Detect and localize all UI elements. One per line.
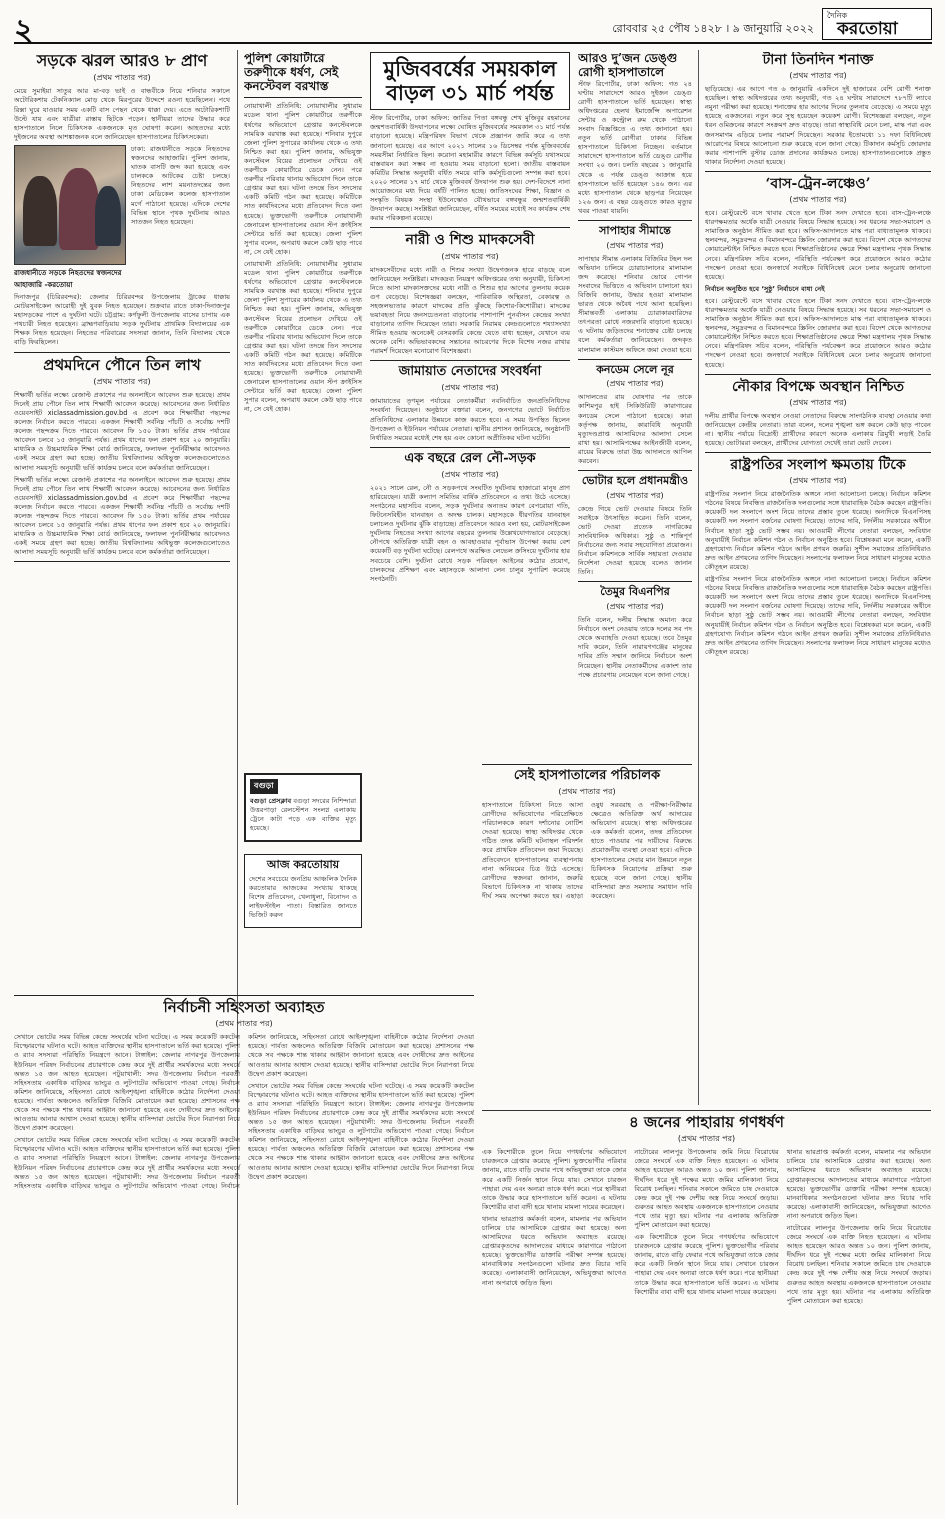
article-headline: ৪ জনের পাহারায় গণধর্ষণ <box>629 1114 784 1131</box>
hospital-director-block <box>482 760 692 990</box>
highlight-text: নির্বাচন অনুষ্ঠিত হবে ‘সুষ্ঠু’ নির্বাচনে বাধা নেই <box>705 284 825 293</box>
article-body: সাপাহার সীমান্ত এলাকায় বিজিবির টহল দল অভিযান চালিয়ে চোরাচালানের মালামাল জব্দ করেছে। শনিবার ভোরে গোপন সংবাদের ভিত্তিতে এ অভিযান চালানো হয়। বিজিবি জানায়, উদ্ধার হওয়া মালামাল ভারত থেকে অবৈধ পথে আনা হয়েছিল। সীমান্তবর্তী এলাকায় চোরাকারবারিদের তৎপরতা রোধে নজরদারি বাড়ানো হয়েছে। এ ঘটনায় জড়িতদের শনাক্তের চেষ্টা চলছে বলে কর্মকর্তারা জানিয়েছেন। জব্দকৃত মালামাল কাস্টমস অফিসে জমা দেওয়া হবে। <box>578 254 692 354</box>
article-body: মেয়ে সুমাইয়া সাতুর আর মা-বড় ভাই ও বান্ধবীকে নিয়ে শনিবার সকালে অটোরিকশায় টেকনিক্যাল মোড় থেকে মিরপুরের উদ্দেশে রওনা হয়েছিলেন। পথে রিক্সা ঘুরে যাওয়ার সময় একটি বাস পেছন থেকে ধাক্কা দেয়। এতে অটোরিকশাটি উল্টে যায় এবং যাত্রীরা রাস্তায় ছিটকে পড়েন। স্থানীয়রা তাদের উদ্ধার করে হাসপাতালে নিলে চিকিৎসক একজনকে মৃত ঘোষণা করেন। আহতদের মধ্যে দুইজনের অবস্থা আশঙ্কাজনক বলে জানিয়েছেন হাসপাতালের চিকিৎসকেরা। <box>14 87 230 141</box>
article-headline: এক বছরে রেল নৌ-সড়ক <box>404 450 536 466</box>
article-headline: ভোটার হলে প্রধানমন্ত্রীও <box>581 474 689 488</box>
continuation-note: (প্রথম পাতার পর) <box>789 71 847 81</box>
article-body: রাষ্ট্রপতির সংলাপ নিয়ে রাজনৈতিক অঙ্গনে নানা আলোচনা চলছে। নির্বাচন কমিশন গঠনের বিষয়ে নিবন্ধিত রাজনৈতিক দলগুলোর সঙ্গে ধারাবাহিক বৈঠক করছেন রাষ্ট্রপতি। কয়েকটি দল সংলাপে অংশ নিয়ে তাদের প্রস্তাব তুলে ধরেছে। অন্যদিকে বিএনপিসহ কয়েকটি দল সংলাপ বর্জনের ঘোষণা দিয়েছে। তাদের দাবি, নির্দলীয় সরকারের অধীনে নির্বাচন ছাড়া সুষ্ঠু ভোট সম্ভব নয়। আওয়ামী লীগের নেতারা বলছেন, সংবিধান অনুযায়ীই নির্বাচন কমিশন গঠন ও নির্বাচন অনুষ্ঠিত হবে। বিশ্লেষকরা মনে করেন, একটি গ্রহণযোগ্য নির্বাচন কমিশন গঠনে আইন প্রণয়ন জরুরি। সুশীল সমাজের প্রতিনিধিরাও দ্রুত আইন প্রণয়নের তাগিদ দিয়েছেন। সংলাপের ফলাফল নিয়ে সাধারণ মানুষের মধ্যেও কৌতূহল রয়েছে। <box>705 490 931 571</box>
article-headline: নির্বাচনী সহিংসতা অব্যাহত <box>163 998 325 1016</box>
photo-caption: রাজধানীতে সড়কে নিহতদের স্বজনদের আহাজারি -করতোয়া <box>14 268 122 289</box>
continuation-note: (প্রথম পাতার পর) <box>441 469 499 479</box>
logo-small-text: দৈনিক <box>827 11 848 20</box>
article-body: দিনাজপুর (চিরিরবন্দর): জেলার চিরিরবন্দর উপজেলায় ট্রাকের ধাক্কায় মোটরসাইকেল আরোহী দুই যুবক নিহত হয়েছেন। শুক্রবার রাতে ঢাকা-দিনাজপুর মহাসড়কের পাশে এ দুর্ঘটনা ঘটে। চট্টগ্রাম: কর্ণফুলী উপজেলায় বাসের চাপায় এক পথচারী নিহত হয়েছেন। ব্রাহ্মণবাড়িয়ায় সড়ক দুর্ঘটনায় প্রাথমিক বিদ্যালয়ের এক শিক্ষক নিহত হয়েছেন। নিহতের পরিবারের সদস্যরা জানান, তিনি বিদ্যালয় থেকে বাড়ি ফিরছিলেন। <box>14 292 230 347</box>
article-body: স্টাফ রিপোর্টার, ঢাকা অফিস: গত ২৪ ঘণ্টায় সারাদেশে আরও দুইজন ডেঙ্গু রোগী হাসপাতালে ভর্তি হয়েছেন। স্বাস্থ্য অধিদপ্তরের হেলথ ইমার্জেন্সি অপারেশন সেন্টার ও কন্ট্রোল রুম থেকে পাঠানো সংবাদ বিজ্ঞপ্তিতে এ তথ্য জানানো হয়। নতুন ভর্তি রোগীরা ঢাকার বিভিন্ন হাসপাতালে চিকিৎসা নিচ্ছেন। বর্তমানে সারাদেশে হাসপাতালে ভর্তি ডেঙ্গু রোগীর সংখ্যা ২০ জন। চলতি বছরের ১ জানুয়ারি থেকে এ পর্যন্ত ডেঙ্গু আক্রান্ত হয়ে হাসপাতালে ভর্তি হয়েছেন ১৪৬ জন। এর মধ্যে হাসপাতাল থেকে ছাড়পত্র নিয়েছেন ১২৬ জন। এ বছর ডেঙ্গুতে কারও মৃত্যুর খবর পাওয়া যায়নি। <box>578 79 692 215</box>
section-divider <box>482 1110 931 1111</box>
continuation-note: (প্রথম পাতার পর) <box>441 251 499 261</box>
continuation-note: (প্রথম পাতার পর) <box>215 1019 273 1029</box>
continuation-note: (প্রথম পাতার পর) <box>441 383 499 393</box>
article-body: শিক্ষার্থী ভর্তির লক্ষ্যে রেজাল্ট প্রকাশের পর অনলাইনে আবেদন শুরু হয়েছে। প্রথম দিনেই প্রায় পৌনে তিন লাখ শিক্ষার্থী আবেদন করেছে। আবেদনের জন্য নির্ধারিত ওয়েবসাইট xiclassadmission.gov.bd এ প্রবেশ করে শিক্ষার্থীরা পছন্দের কলেজ নির্বাচন করতে পারবে। একজন শিক্ষার্থী সর্বনিম্ন পাঁচটি ও সর্বোচ্চ দশটি কলেজ পছন্দক্রম দিতে পারবে। আবেদন ফি ১৫০ টাকা। ভর্তির প্রথম পর্যায়ের আবেদন চলবে ১৫ জানুয়ারি পর্যন্ত। প্রথম ধাপের ফল প্রকাশ হবে ২০ জানুয়ারি। মাধ্যমিক ও উচ্চমাধ্যমিক শিক্ষা বোর্ড জানিয়েছে, ফলাফল পুনর্নিরীক্ষার আবেদনও একই সময়ে গ্রহণ করা হচ্ছে। জাতীয় বিশ্ববিদ্যালয় অধিভুক্ত কলেজগুলোতেও আলাদা সময়সূচি অনুযায়ী ভর্তি কার্যক্রম চলবে বলে কর্মকর্তারা জানিয়েছেন। <box>14 475 230 557</box>
article-headline: আরও দু’জন ডেঙ্গু রোগী হাসপাতালে <box>578 52 678 79</box>
article-body: তিনি বলেন, দলীয় সিদ্ধান্ত অমান্য করে নির্বাচনে অংশ নেওয়ায় তাকে দলের সব পদ থেকে অব্যাহতি দেওয়া হয়েছে। তবে তৈমুর দাবি করেন, তিনি নারায়ণগঞ্জের মানুষের দাবির প্রতি সম্মান জানিয়ে নির্বাচনে অংশ নিয়েছেন। স্থানীয় নেতাকর্মীদের একাংশ তার পক্ষে প্রচারণায় নেমেছেন বলে জানা গেছে। <box>578 616 692 679</box>
article-headline: তৈমুর বিএনপির <box>600 585 670 599</box>
continuation-note: (প্রথম পাতার পর) <box>789 397 847 407</box>
article-body: ঢাকা: রাজধানীতে সড়কে নিহতদের স্বজনদের আহাজারি। পুলিশ জানায়, ঘাতক বাসটি জব্দ করা হয়েছে এবং চালককে আটকের চেষ্টা চলছে। নিহতদের লাশ ময়নাতদন্তের জন্য ঢাকা মেডিকেল কলেজ হাসপাতাল মর্গে পাঠানো হয়েছে। এদিকে দেশের বিভিন্ন স্থানে পৃথক দুর্ঘটনায় আরও সাতজন নিহত হয়েছেন। <box>131 144 230 226</box>
article-headline: সেই হাসপাতালের পরিচালক <box>513 768 661 783</box>
article-body: থানার ভারপ্রাপ্ত কর্মকর্তা বলেন, মামলার পর অভিযান চালিয়ে চার আসামিকে গ্রেপ্তার করা হয়েছে। অন্য আসামিদের ধরতে অভিযান অব্যাহত রয়েছে। গ্রেপ্তারকৃতদের আদালতের মাধ্যমে কারাগারে পাঠানো হয়েছে। ভুক্তভোগীর ডাক্তারি পরীক্ষা সম্পন্ন হয়েছে। মানবাধিকার সংগঠনগুলো ঘটনার দ্রুত বিচার দাবি করেছে। এলাকাবাসী জানিয়েছেন, অভিযুক্তরা আগেও নানা অপরাধে জড়িত ছিল। <box>786 1148 931 1220</box>
page-number: ২ <box>14 13 34 48</box>
article-body: থানার ভারপ্রাপ্ত কর্মকর্তা বলেন, মামলার পর অভিযান চালিয়ে চার আসামিকে গ্রেপ্তার করা হয়েছে। অন্য আসামিদের ধরতে অভিযান অব্যাহত রয়েছে। গ্রেপ্তারকৃতদের আদালতের মাধ্যমে কারাগারে পাঠানো হয়েছে। ভুক্তভোগীর ডাক্তারি পরীক্ষা সম্পন্ন হয়েছে। মানবাধিকার সংগঠনগুলো ঘটনার দ্রুত বিচার দাবি করেছে। এলাকাবাসী জানিয়েছেন, অভিযুক্তরা আগেও নানা অপরাধে জড়িত ছিল। <box>482 1214 627 1287</box>
article-body: আদালতের রায় ঘোষণার পর তাকে কাশিমপুর হাই সিকিউরিটি কারাগারের কনডেম সেলে পাঠানো হয়েছে। কারা কর্তৃপক্ষ জানায়, কারাবিধি অনুযায়ী মৃত্যুদণ্ডপ্রাপ্ত আসামিদের আলাদা সেলে রাখা হয়। আসামিপক্ষের আইনজীবী বলেন, রায়ের বিরুদ্ধে তারা উচ্চ আদালতে আপিল করবেন। <box>578 393 692 465</box>
news-photo <box>14 145 126 265</box>
article-body: রাষ্ট্রপতির সংলাপ নিয়ে রাজনৈতিক অঙ্গনে নানা আলোচনা চলছে। নির্বাচন কমিশন গঠনের বিষয়ে নিবন্ধিত রাজনৈতিক দলগুলোর সঙ্গে ধারাবাহিক বৈঠক করছেন রাষ্ট্রপতি। কয়েকটি দল সংলাপে অংশ নিয়ে তাদের প্রস্তাব তুলে ধরেছে। অন্যদিকে বিএনপিসহ কয়েকটি দল সংলাপ বর্জনের ঘোষণা দিয়েছে। তাদের দাবি, নির্দলীয় সরকারের অধীনে নির্বাচন ছাড়া সুষ্ঠু ভোট সম্ভব নয়। আওয়ামী লীগের নেতারা বলছেন, সংবিধান অনুযায়ীই নির্বাচন কমিশন গঠন ও নির্বাচন অনুষ্ঠিত হবে। বিশ্লেষকরা মনে করেন, একটি গ্রহণযোগ্য নির্বাচন কমিশন গঠনে আইন প্রণয়ন জরুরি। সুশীল সমাজের প্রতিনিধিরাও দ্রুত আইন প্রণয়নের তাগিদ দিয়েছেন। সংলাপের ফলাফল নিয়ে সাধারণ মানুষের মধ্যেও কৌতূহল রয়েছে। <box>705 575 931 656</box>
article-headline: নৌকার বিপক্ষে অবস্থান নিশ্চিত <box>731 378 905 395</box>
continuation-note: (প্রথম পাতার পর) <box>789 476 847 486</box>
article-headline: ‘বাস-ট্রেন-লঞ্চেও’ <box>765 175 871 192</box>
article-body: সেখানে ভোটের সময় বিভিন্ন কেন্দ্রে সংঘর্ষের ঘটনা ঘটেছে। এ সময় কয়েকটি ককটেল বিস্ফোরণের ঘটনাও ঘটে। আহত ব্যক্তিদের স্থানীয় হাসপাতালে ভর্তি করা হয়েছে। পুলিশ ও র‌্যাব সদস্যরা পরিস্থিতি নিয়ন্ত্রণে আনে। টাঙ্গাইল: জেলার নাগরপুর উপজেলায় ইউনিয়ন পরিষদ নির্বাচনের প্রচারণাকে কেন্দ্র করে দুই প্রার্থীর সমর্থকদের মধ্যে সংঘর্ষে অন্তত ১৫ জন আহত হয়েছেন। পটুয়াখালী: সদর উপজেলায় নির্বাচন পরবর্তী সহিংসতায় একাধিক বাড়িঘর ভাংচুর ও লুটপাটের অভিযোগ পাওয়া গেছে। নির্বাচন কমিশন জানিয়েছে, সহিংসতা রোধে আইনশৃঙ্খলা বাহিনীকে কঠোর নির্দেশনা দেওয়া হয়েছে। পার্বত্য অঞ্চলেও অতিরিক্ত বিজিবি মোতায়েন করা হয়েছে। প্রশাসনের পক্ষ থেকে সব পক্ষকে শান্ত থাকার আহ্বান জানানো হয়েছে এবং দোষীদের দ্রুত আইনের আওতায় আনার আশ্বাস দেওয়া হয়েছে। স্থানীয় বাসিন্দারা ভোটের দিনে নিরাপত্তা নিয়ে উদ্বেগ প্রকাশ করেছেন। <box>14 1033 240 1133</box>
article-body: হাসপাতালে চিকিৎসা নিতে আসা রোগীদের অভিযোগের পরিপ্রেক্ষিতে পরিচালককে কারণ দর্শানোর নোটিশ দেওয়া হয়েছে। স্বাস্থ্য অধিদপ্তর থেকে গঠিত তদন্ত কমিটি ঘটনাস্থল পরিদর্শন করে প্রাথমিক প্রতিবেদন জমা দিয়েছে। প্রতিবেদনে হাসপাতালের ব্যবস্থাপনায় নানা অনিয়মের চিত্র উঠে এসেছে। রোগীদের স্বজনরা জানান, জরুরি বিভাগে চিকিৎসক না থাকায় তাদের দীর্ঘ সময় অপেক্ষা করতে হয়। এছাড়া ওষুধ সরবরাহ ও পরীক্ষা-নিরীক্ষার ক্ষেত্রেও অতিরিক্ত অর্থ আদায়ের অভিযোগ রয়েছে। স্বাস্থ্য অধিদপ্তরের এক কর্মকর্তা বলেন, তদন্ত প্রতিবেদন হাতে পাওয়ার পর দায়ীদের বিরুদ্ধে প্রয়োজনীয় ব্যবস্থা নেওয়া হবে। এদিকে হাসপাতালের সেবার মান উন্নয়নে নতুন চিকিৎসক নিয়োগের প্রক্রিয়া শুরু হয়েছে বলে জানা গেছে। স্থানীয় বাসিন্দারা দ্রুত সমস্যার সমাধান দাবি করেছেন। <box>482 800 692 900</box>
article-body: দলীয় প্রার্থীর বিপক্ষে অবস্থান নেওয়া নেতাদের বিরুদ্ধে সাংগঠনিক ব্যবস্থা নেওয়ার কথা জানিয়েছেন কেন্দ্রীয় নেতারা। তারা বলেন, দলের শৃঙ্খলা ভঙ্গ করলে কেউ ছাড় পাবেন না। স্থানীয় পর্যায়ে বিদ্রোহী প্রার্থীদের কারণে অনেক এলাকায় ত্রিমুখী লড়াই তৈরি হয়েছে। ভোটাররা বলছেন, প্রার্থীদের যোগ্যতা দেখেই তারা ভোট দেবেন। <box>705 411 931 447</box>
column-divider <box>698 50 699 1105</box>
sidebar-boxes <box>244 765 362 990</box>
continuation-note: (প্রথম পাতার পর) <box>606 602 664 612</box>
continuation-note: (প্রথম পাতার পর) <box>606 240 664 250</box>
box-text: বগুড়া সদরের নিশিন্দারা উত্তরপাড়া রেলস্টেশন সংলগ্ন এলাকায় ট্রেনে কাটা পড়ে এক ব্যক্তির মৃত্যু হয়েছে। <box>250 797 356 833</box>
dateline: রোববার ২৫ পৌষ ১৪২৮ । ৯ জানুয়ারি ২০২২ <box>612 22 814 35</box>
continuation-note: (প্রথম পাতার পর) <box>93 376 151 386</box>
newspaper-logo <box>822 8 932 40</box>
hospital-article <box>482 995 692 1110</box>
article-body: ২০২১ সালে রেল, নৌ ও সড়কপথে সংঘটিত দুর্ঘটনায় হাজারো মানুষ প্রাণ হারিয়েছেন। যাত্রী কল্যাণ সমিতির বার্ষিক প্রতিবেদনে এ তথ্য উঠে এসেছে। সংগঠনের মহাসচিব বলেন, সড়ক দুর্ঘটনার অন্যতম কারণ বেপরোয়া গতি, ফিটনেসবিহীন যানবাহন ও অদক্ষ চালক। মহাসড়কে ধীরগতির যানবাহন চলাচলও দুর্ঘটনার ঝুঁকি বাড়াচ্ছে। প্রতিবেদনে আরও বলা হয়, মোটরসাইকেল দুর্ঘটনায় নিহতের সংখ্যা আগের বছরের তুলনায় উল্লেখযোগ্যভাবে বেড়েছে। নৌপথে অতিরিক্ত যাত্রী বহন ও আবহাওয়ার পূর্বাভাস উপেক্ষা করায় বেশ কয়েকটি বড় দুর্ঘটনা ঘটেছে। রেলপথে অরক্ষিত লেভেল ক্রসিংয়ে দুর্ঘটনার হার সবচেয়ে বেশি। দুর্ঘটনা রোধে সড়ক পরিবহন আইনের কঠোর প্রয়োগ, চালকদের প্রশিক্ষণ এবং মহাসড়কে আলাদা লেন চালুর সুপারিশ করেছে সংগঠনটি। <box>370 483 570 583</box>
article-headline: সড়কে ঝরল আরও ৮ প্রাণ <box>36 52 208 70</box>
lead-headline: মুজিববর্ষের সময়কাল বাড়ল ৩১ মার্চ পর্যন্ত <box>383 56 557 106</box>
article-body: এক কিশোরীকে তুলে নিয়ে গণধর্ষণের অভিযোগে চারজনকে গ্রেপ্তার করেছে পুলিশ। ভুক্তভোগীর পরিবার জানায়, রাতে বাড়ি ফেরার পথে অভিযুক্তরা তাকে জোর করে একটি নির্জন স্থানে নিয়ে যায়। সেখানে চারজন পাহারা দেয় এবং অন্যরা তাকে ধর্ষণ করে। পরে স্থানীয়রা তাকে উদ্ধার করে হাসপাতালে ভর্তি করেন। এ ঘটনায় কিশোরীর বাবা বাদী হয়ে থানায় মামলা দায়ের করেছেন। <box>634 1233 779 1296</box>
article-body: নাটোরের লালপুর উপজেলায় জমি নিয়ে বিরোধের জেরে সংঘর্ষে এক ব্যক্তি নিহত হয়েছেন। এ ঘটনায় আহত হয়েছেন আরও অন্তত ১০ জন। পুলিশ জানায়, দীর্ঘদিন ধরে দুই পক্ষের মধ্যে জমির মালিকানা নিয়ে বিরোধ চলছিল। শনিবার সকালে জমিতে চাষ দেওয়াকে কেন্দ্র করে দুই পক্ষ দেশীয় অস্ত্র নিয়ে সংঘর্ষে জড়ায়। গুরুতর আহত অবস্থায় একজনকে হাসপাতালে নেওয়ার পথে তার মৃত্যু হয়। ঘটনার পর এলাকায় অতিরিক্ত পুলিশ মোতায়েন করা হয়েছে। <box>786 1224 931 1305</box>
bogura-box <box>244 773 362 842</box>
continuation-note: (প্রথম পাতার পর) <box>677 1134 736 1144</box>
article-body: এক কিশোরীকে তুলে নিয়ে গণধর্ষণের অভিযোগে চারজনকে গ্রেপ্তার করেছে পুলিশ। ভুক্তভোগীর পরিবার জানায়, রাতে বাড়ি ফেরার পথে অভিযুক্তরা তাকে জোর করে একটি নির্জন স্থানে নিয়ে যায়। সেখানে চারজন পাহারা দেয় এবং অন্যরা তাকে ধর্ষণ করে। পরে স্থানীয়রা তাকে উদ্ধার করে হাসপাতালে ভর্তি করেন। এ ঘটনায় কিশোরীর বাবা বাদী হয়ে থানায় মামলা দায়ের করেছেন। <box>482 1148 627 1211</box>
article-body: নোয়াখালী প্রতিনিধি: নোয়াখালীর সুধারাম মডেল থানা পুলিশ কোয়ার্টারে তরুণীকে ধর্ষণের অভিযোগে গ্রেপ্তার কনস্টেবলকে সাময়িক বরখাস্ত করা হয়েছে। শনিবার দুপুরে জেলা পুলিশ সুপারের কার্যালয় থেকে এ তথ্য নিশ্চিত করা হয়। পুলিশ জানায়, অভিযুক্ত কনস্টেবল বিয়ের প্রলোভন দেখিয়ে ওই তরুণীকে কোয়ার্টারে ডেকে নেন। পরে তরুণীর পরিবার থানায় অভিযোগ দিলে তাকে গ্রেপ্তার করা হয়। ঘটনা তদন্তে তিন সদস্যের একটি কমিটি গঠন করা হয়েছে। কমিটিকে সাত কার্যদিবসের মধ্যে প্রতিবেদন দিতে বলা হয়েছে। ভুক্তভোগী তরুণীকে নোয়াখালী জেনারেল হাসপাতালের ওয়ান স্টপ ক্রাইসিস সেন্টারে ভর্তি করা হয়েছে। জেলা পুলিশ সুপার বলেন, অপরাধ করলে কেউ ছাড় পাবে না, সে যেই হোক। <box>244 102 362 256</box>
article-body: মাদকসেবীদের মধ্যে নারী ও শিশুর সংখ্যা উদ্বেগজনক হারে বাড়ছে বলে জানিয়েছেন সংশ্লিষ্টরা। মাদকদ্রব্য নিয়ন্ত্রণ অধিদপ্তরের তথ্য অনুযায়ী, চিকিৎসা নিতে আসা মাদকাসক্তদের মধ্যে নারী ও শিশুর হার আগের তুলনায় কয়েক গুণ বেড়েছে। বিশেষজ্ঞরা বলছেন, পারিবারিক অস্থিরতা, বেকারত্ব ও সহজলভ্যতার কারণে মাদকের প্রতি ঝুঁকছে কিশোর-কিশোরীরা। মাদকের ভয়াবহতা নিয়ে জনসচেতনতা বাড়ানোর পাশাপাশি পুনর্বাসন কেন্দ্রের সংখ্যা বাড়ানোর তাগিদ দিয়েছেন তারা। সরকারি নিরাময় কেন্দ্রগুলোতে শয্যাসংখ্যা সীমিত হওয়ায় অনেকেই বেসরকারি কেন্দ্রে যেতে বাধ্য হচ্ছেন, যেখানে ব্যয় অনেক বেশি। অভিভাবকদের সন্তানের আচরণের দিকে বিশেষ নজর রাখার পরামর্শ দিয়েছেন মনোরোগ বিশেষজ্ঞরা। <box>370 265 570 356</box>
article-headline: কনডেম সেলে নূর <box>596 362 674 376</box>
article-body: কেন্দ্রে গিয়ে ভোট দেওয়ার বিষয়ে তিনি সবাইকে উৎসাহিত করেন। তিনি বলেন, ভোট দেওয়া প্রত্যেক নাগরিকের সাংবিধানিক অধিকার। সুষ্ঠু ও শান্তিপূর্ণ নির্বাচনের জন্য সবার সহযোগিতা প্রয়োজন। নির্বাচন কমিশনকে সার্বিক সহায়তা দেওয়ার নির্দেশনা দেওয়া হয়েছে বলেও জানান তিনি। <box>578 504 692 577</box>
logo-text: করতোয়া <box>837 19 898 39</box>
article-headline: নারী ও শিশু মাদকসেবী <box>405 232 535 249</box>
bottom-right-section <box>482 1114 931 1506</box>
article-body: নোয়াখালী প্রতিনিধি: নোয়াখালীর সুধারাম মডেল থানা পুলিশ কোয়ার্টারে তরুণীকে ধর্ষণের অভিযোগে গ্রেপ্তার কনস্টেবলকে সাময়িক বরখাস্ত করা হয়েছে। শনিবার দুপুরে জেলা পুলিশ সুপারের কার্যালয় থেকে এ তথ্য নিশ্চিত করা হয়। পুলিশ জানায়, অভিযুক্ত কনস্টেবল বিয়ের প্রলোভন দেখিয়ে ওই তরুণীকে কোয়ার্টারে ডেকে নেন। পরে তরুণীর পরিবার থানায় অভিযোগ দিলে তাকে গ্রেপ্তার করা হয়। ঘটনা তদন্তে তিন সদস্যের একটি কমিটি গঠন করা হয়েছে। কমিটিকে সাত কার্যদিবসের মধ্যে প্রতিবেদন দিতে বলা হয়েছে। ভুক্তভোগী তরুণীকে নোয়াখালী জেনারেল হাসপাতালের ওয়ান স্টপ ক্রাইসিস সেন্টারে ভর্তি করা হয়েছে। জেলা পুলিশ সুপার বলেন, অপরাধ করলে কেউ ছাড় পাবে না, সে যেই হোক। <box>244 259 362 414</box>
article-body: নাটোরের লালপুর উপজেলায় জমি নিয়ে বিরোধের জেরে সংঘর্ষে এক ব্যক্তি নিহত হয়েছেন। এ ঘটনায় আহত হয়েছেন আরও অন্তত ১০ জন। পুলিশ জানায়, দীর্ঘদিন ধরে দুই পক্ষের মধ্যে জমির মালিকানা নিয়ে বিরোধ চলছিল। শনিবার সকালে জমিতে চাষ দেওয়াকে কেন্দ্র করে দুই পক্ষ দেশীয় অস্ত্র নিয়ে সংঘর্ষে জড়ায়। গুরুতর আহত অবস্থায় একজনকে হাসপাতালে নেওয়ার পথে তার মৃত্যু হয়। ঘটনার পর এলাকায় অতিরিক্ত পুলিশ মোতায়েন করা হয়েছে। <box>634 1148 779 1229</box>
article-body: সেখানে ভোটের সময় বিভিন্ন কেন্দ্রে সংঘর্ষের ঘটনা ঘটেছে। এ সময় কয়েকটি ককটেল বিস্ফোরণের ঘটনাও ঘটে। আহত ব্যক্তিদের স্থানীয় হাসপাতালে ভর্তি করা হয়েছে। পুলিশ ও র‌্যাব সদস্যরা পরিস্থিতি নিয়ন্ত্রণে আনে। টাঙ্গাইল: জেলার নাগরপুর উপজেলায় ইউনিয়ন পরিষদ নির্বাচনের প্রচারণাকে কেন্দ্র করে দুই প্রার্থীর সমর্থকদের মধ্যে সংঘর্ষে অন্তত ১৫ জন আহত হয়েছেন। পটুয়াখালী: সদর উপজেলায় নির্বাচন পরবর্তী সহিংসতায় একাধিক বাড়িঘর ভাংচুর ও লুটপাটের অভিযোগ পাওয়া গেছে। নির্বাচন কমিশন জানিয়েছে, সহিংসতা রোধে আইনশৃঙ্খলা বাহিনীকে কঠোর নির্দেশনা দেওয়া হয়েছে। পার্বত্য অঞ্চলেও অতিরিক্ত বিজিবি মোতায়েন করা হয়েছে। প্রশাসনের পক্ষ থেকে সব পক্ষকে শান্ত থাকার আহ্বান জানানো হয়েছে এবং দোষীদের দ্রুত আইনের আওতায় আনার আশ্বাস দেওয়া হয়েছে। স্থানীয় বাসিন্দারা ভোটের দিনে নিরাপত্তা নিয়ে উদ্বেগ প্রকাশ করেছেন। <box>248 1081 474 1181</box>
right-column <box>705 52 931 1102</box>
continuation-note: (প্রথম পাতার পর) <box>606 379 664 389</box>
continuation-note: (প্রথম পাতার পর) <box>93 73 151 83</box>
masthead <box>14 8 932 48</box>
article-body: হবে। রেস্টুরেন্টে বসে খাবার খেতে হলে টিকা সনদ দেখাতে হবে। বাস-ট্রেন-লঞ্চে ধারণক্ষমতার অর্ধেক যাত্রী নেওয়ার বিষয়ে সিদ্ধান্ত হয়েছে। সব ধরনের সভা-সমাবেশ ও সামাজিক অনুষ্ঠান সীমিত করা হবে। অফিস-আদালতে মাস্ক পরা বাধ্যতামূলক থাকবে। স্থলবন্দর, সমুদ্রবন্দর ও বিমানবন্দরে স্ক্রিনিং জোরদার করা হবে। বিদেশ থেকে আগতদের কোয়ারেন্টাইন নিশ্চিত করতে হবে। শিক্ষাপ্রতিষ্ঠানের ক্ষেত্রে শিক্ষা মন্ত্রণালয় পৃথক সিদ্ধান্ত নেবে। মন্ত্রিপরিষদ সচিব বলেন, পরিস্থিতি পর্যবেক্ষণ করে প্রয়োজনে আরও কঠোর পদক্ষেপ নেওয়া হবে। জনস্বার্থে সবাইকে বিধিনিষেধ মেনে চলার অনুরোধ জানানো হয়েছে। <box>705 296 931 369</box>
bottom-left-section <box>14 995 474 1505</box>
box-title: বগুড়া <box>250 779 278 794</box>
article-headline: সাপাহার সীমান্তে <box>599 224 671 237</box>
article-body: জামায়াতের তৃণমূল পর্যায়ের নেতাকর্মীরা নবনির্বাচিত জনপ্রতিনিধিদের সংবর্ধনা দিয়েছেন। অনুষ্ঠানে বক্তারা বলেন, জনগণের ভোটে নির্বাচিত প্রতিনিধিদের এলাকার উন্নয়নে কাজ করতে হবে। এ সময় উপস্থিত ছিলেন উপজেলা ও ইউনিয়ন পর্যায়ের নেতারা। স্থানীয় প্রশাসন জানিয়েছে, অনুষ্ঠানটি নির্ধারিত সময়ের মধ্যেই শেষ হয় এবং কোনো অপ্রীতিকর ঘটনা ঘটেনি। <box>370 397 570 442</box>
article-body: হবে। রেস্টুরেন্টে বসে খাবার খেতে হলে টিকা সনদ দেখাতে হবে। বাস-ট্রেন-লঞ্চে ধারণক্ষমতার অর্ধেক যাত্রী নেওয়ার বিষয়ে সিদ্ধান্ত হয়েছে। সব ধরনের সভা-সমাবেশ ও সামাজিক অনুষ্ঠান সীমিত করা হবে। অফিস-আদালতে মাস্ক পরা বাধ্যতামূলক থাকবে। স্থলবন্দর, সমুদ্রবন্দর ও বিমানবন্দরে স্ক্রিনিং জোরদার করা হবে। বিদেশ থেকে আগতদের কোয়ারেন্টাইন নিশ্চিত করতে হবে। শিক্ষাপ্রতিষ্ঠানের ক্ষেত্রে শিক্ষা মন্ত্রণালয় পৃথক সিদ্ধান্ত নেবে। মন্ত্রিপরিষদ সচিব বলেন, পরিস্থিতি পর্যবেক্ষণ করে প্রয়োজনে আরও কঠোর পদক্ষেপ নেওয়া হবে। জনস্বার্থে সবাইকে বিধিনিষেধ মেনে চলার অনুরোধ জানানো হয়েছে। <box>705 209 931 281</box>
article-headline: প্রথমদিনে পৌনে তিন লাখ <box>43 355 201 374</box>
article-headline: জামায়াত নেতাদের সংবর্ধনা <box>398 364 542 380</box>
box-text: দেশের সবচেয়ে জনপ্রিয় আঞ্চলিক দৈনিক করতোয়ার আজকের সংখ্যায় থাকছে বিশেষ প্রতিবেদন, খেলাধুলা, বিনোদন ও লাইফস্টাইল পাতা। বিস্তারিত জানতে ভিজিট করুন <box>249 875 357 920</box>
article-body: সেখানে ভোটের সময় বিভিন্ন কেন্দ্রে সংঘর্ষের ঘটনা ঘটেছে। এ সময় কয়েকটি ককটেল বিস্ফোরণের ঘটনাও ঘটে। আহত ব্যক্তিদের স্থানীয় হাসপাতালে ভর্তি করা হয়েছে। পুলিশ ও র‌্যাব সদস্যরা পরিস্থিতি নিয়ন্ত্রণে আনে। টাঙ্গাইল: জেলার নাগরপুর উপজেলায় ইউনিয়ন পরিষদ নির্বাচনের প্রচারণাকে কেন্দ্র করে দুই প্রার্থীর সমর্থকদের মধ্যে সংঘর্ষে অন্তত ১৫ জন আহত হয়েছেন। পটুয়াখালী: সদর উপজেলায় নির্বাচন পরবর্তী সহিংসতায় একাধিক বাড়িঘর ভাংচুর ও লুটপাটের অভিযোগ পাওয়া গেছে। নির্বাচন কমিশন জানিয়েছে, সহিংসতা রোধে আইনশৃঙ্খলা বাহিনীকে কঠোর নির্দেশনা দেওয়া হয়েছে। পার্বত্য অঞ্চলেও অতিরিক্ত বিজিবি মোতায়েন করা হয়েছে। প্রশাসনের পক্ষ থেকে সব পক্ষকে শান্ত থাকার আহ্বান জানানো হয়েছে এবং দোষীদের দ্রুত আইনের আওতায় আনার আশ্বাস দেওয়া হয়েছে। স্থানীয় বাসিন্দারা ভোটের দিনে নিরাপত্তা নিয়ে উদ্বেগ প্রকাশ করেছেন। <box>14 1033 474 1190</box>
continuation-note: (প্রথম পাতার পর) <box>789 195 847 205</box>
article-body: ছাড়িয়েছে। এর আগে গত ৬ জানুয়ারি একদিনে দুই হাজারের বেশি রোগী শনাক্ত হয়েছিল। স্বাস্থ্য অধিদপ্তরের তথ্য অনুযায়ী, গত ২৪ ঘণ্টায় সারাদেশে ৭৮৭টি ল্যাবে নমুনা পরীক্ষা করা হয়েছে। শনাক্তের হার আগের দিনের তুলনায় বেড়েছে। এ সময়ে মৃত্যু হয়েছে একজনের। নতুন করে সুস্থ হয়েছেন কয়েকশ রোগী। বিশেষজ্ঞরা বলছেন, নতুন ধরন ওমিক্রনের কারণে সংক্রমণ দ্রুত বাড়ছে। তারা স্বাস্থ্যবিধি মেনে চলা, মাস্ক পরা এবং জনসমাগম এড়িয়ে চলার পরামর্শ দিয়েছেন। সরকার ইতোমধ্যে ১১ দফা বিধিনিষেধ আরোপের বিষয়ে আলোচনা শুরু করেছে বলে জানা গেছে। টিকাদান কর্মসূচি জোরদার করার পাশাপাশি বুস্টার ডোজ প্রদানের কার্যক্রমও চলছে। হাসপাতালগুলোকে প্রস্তুত থাকার নির্দেশনা দেওয়া হয়েছে। <box>705 85 931 166</box>
box-label: বগুড়া প্রেসক্লাব <box>250 797 292 805</box>
today-box <box>244 854 362 928</box>
article-headline: রাষ্ট্রপতির সংলাপ ক্ষমতায় টিকে <box>730 457 906 474</box>
article-headline: টানা তিনদিন শনাক্ত <box>762 52 874 68</box>
box-title: আজ করতোয়ায় <box>266 858 340 872</box>
article-body: শিক্ষার্থী ভর্তির লক্ষ্যে রেজাল্ট প্রকাশের পর অনলাইনে আবেদন শুরু হয়েছে। প্রথম দিনেই প্রায় পৌনে তিন লাখ শিক্ষার্থী আবেদন করেছে। আবেদনের জন্য নির্ধারিত ওয়েবসাইট xiclassadmission.gov.bd এ প্রবেশ করে শিক্ষার্থীরা পছন্দের কলেজ নির্বাচন করতে পারবে। একজন শিক্ষার্থী সর্বনিম্ন পাঁচটি ও সর্বোচ্চ দশটি কলেজ পছন্দক্রম দিতে পারবে। আবেদন ফি ১৫০ টাকা। ভর্তির প্রথম পর্যায়ের আবেদন চলবে ১৫ জানুয়ারি পর্যন্ত। প্রথম ধাপের ফল প্রকাশ হবে ২০ জানুয়ারি। মাধ্যমিক ও উচ্চমাধ্যমিক শিক্ষা বোর্ড জানিয়েছে, ফলাফল পুনর্নিরীক্ষার আবেদনও একই সময়ে গ্রহণ করা হচ্ছে। জাতীয় বিশ্ববিদ্যালয় অধিভুক্ত কলেজগুলোতেও আলাদা সময়সূচি অনুযায়ী ভর্তি কার্যক্রম চলবে বলে কর্মকর্তারা জানিয়েছেন। <box>14 390 230 472</box>
continuation-note: (প্রথম পাতার পর) <box>606 490 664 500</box>
continuation-note: (প্রথম পাতার পর) <box>558 786 616 796</box>
article-headline: পুলিশ কোয়ার্টারে তরুণীকে ধর্ষণ, সেই কনস্টেবল বরখাস্ত <box>244 52 339 93</box>
article-body: স্টাফ রিপোর্টার, ঢাকা অফিস: জাতির পিতা বঙ্গবন্ধু শেখ মুজিবুর রহমানের জন্মশতবার্ষিকী উদযাপনের লক্ষ্যে ঘোষিত মুজিববর্ষের সময়কাল ৩১ মার্চ পর্যন্ত বাড়ানো হয়েছে। মন্ত্রিপরিষদ বিভাগ থেকে প্রজ্ঞাপন জারি করে এ তথ্য জানানো হয়েছে। এর আগে ২০২১ সালের ১৬ ডিসেম্বর পর্যন্ত মুজিববর্ষের সময়সীমা নির্ধারিত ছিল। করোনা মহামারীর কারণে বিভিন্ন কর্মসূচি যথাসময়ে বাস্তবায়ন করা সম্ভব না হওয়ায় সময় বাড়ানো হলো। জাতীয় বাস্তবায়ন কমিটির সিদ্ধান্ত অনুযায়ী বর্ধিত সময়ে বাকি কর্মসূচিগুলো সম্পন্ন করা হবে। ২০২০ সালের ১৭ মার্চ থেকে মুজিববর্ষ উদযাপন শুরু হয়। দেশ-বিদেশে নানা আয়োজনের মধ্য দিয়ে বর্ষটি পালিত হচ্ছে। জাতিসংঘের শিক্ষা, বিজ্ঞান ও সংস্কৃতি বিষয়ক সংস্থা ইউনেস্কোও যৌথভাবে বঙ্গবন্ধুর জন্মশতবার্ষিকী উদযাপন করছে। সংশ্লিষ্টরা জানিয়েছেন, বর্ধিত সময়ের মধ্যেই সব কার্যক্রম শেষ করার পরিকল্পনা রয়েছে। <box>370 114 570 223</box>
